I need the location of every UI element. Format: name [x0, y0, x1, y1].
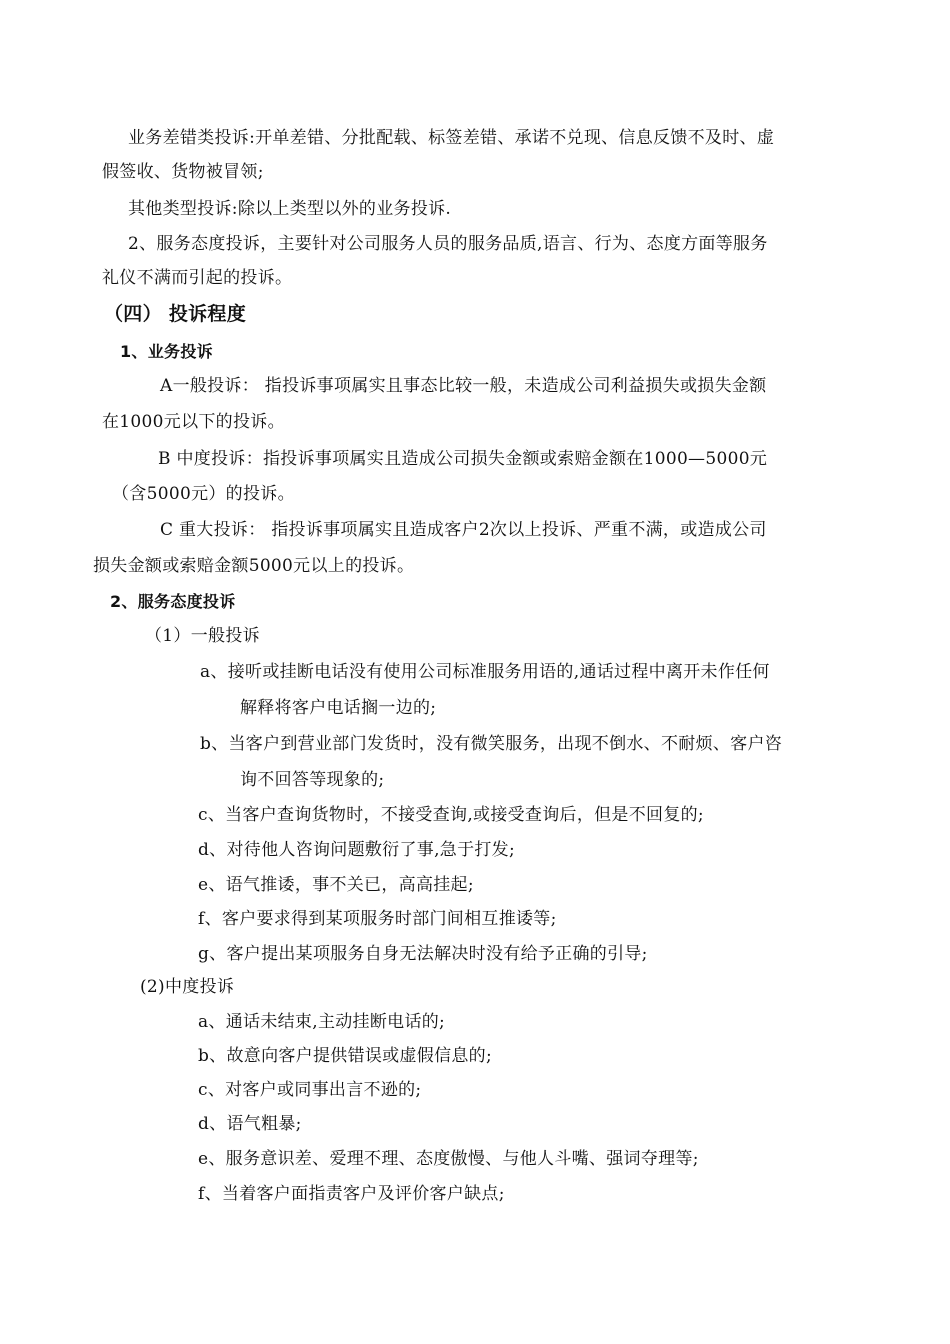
- list-item-general-d: d、对待他人咨询问题敷衍了事,急于打发;: [198, 840, 516, 860]
- list-item-medium-f: f、当着客户面指责客户及评价客户缺点;: [198, 1184, 505, 1204]
- list-item-general-b-line1: b、当客户到营业部门发货时，没有微笑服务，出现不倒水、不耐烦、客户咨: [200, 734, 783, 754]
- subsubheading-medium-complaint: (2)中度投诉: [140, 977, 235, 997]
- subsubheading-general-complaint: （1）一般投诉: [145, 626, 260, 646]
- list-item-general-a-line1: a、接听或挂断电话没有使用公司标准服务用语的,通话过程中离开未作任何: [200, 662, 770, 682]
- item-general-complaint-line1: A一般投诉： 指投诉事项属实且事态比较一般，未造成公司利益损失或损失金额: [160, 376, 767, 396]
- item-medium-complaint-line1: B 中度投诉：指投诉事项属实且造成公司损失金额或索赔金额在1000—5000元: [158, 449, 768, 469]
- paragraph-business-error-line2: 假签收、货物被冒领;: [102, 162, 264, 182]
- list-item-medium-a: a、通话未结束,主动挂断电话的;: [198, 1012, 446, 1032]
- item-major-complaint-line1: C 重大投诉： 指投诉事项属实且造成客户2次以上投诉、严重不满，或造成公司: [160, 520, 767, 540]
- item-general-complaint-line2: 在1000元以下的投诉。: [102, 412, 285, 432]
- subheading-business-complaint: 1、业务投诉: [120, 342, 213, 361]
- paragraph-other-types: 其他类型投诉:除以上类型以外的业务投诉.: [128, 199, 452, 219]
- list-item-general-f: f、客户要求得到某项服务时部门间相互推诿等;: [198, 909, 557, 929]
- item-major-complaint-line2: 损失金额或索赔金额5000元以上的投诉。: [93, 556, 415, 576]
- paragraph-service-attitude-line1: 2、服务态度投诉，主要针对公司服务人员的服务品质,语言、行为、态度方面等服务: [128, 234, 768, 254]
- list-item-medium-e: e、服务意识差、爱理不理、态度傲慢、与他人斗嘴、强词夺理等;: [198, 1149, 699, 1169]
- item-medium-complaint-line2: （含5000元）的投诉。: [112, 484, 295, 504]
- list-item-medium-d: d、语气粗暴;: [198, 1114, 302, 1134]
- paragraph-service-attitude-line2: 礼仪不满而引起的投诉。: [102, 268, 293, 288]
- list-item-medium-b: b、故意向客户提供错误或虚假信息的;: [198, 1046, 493, 1066]
- list-item-general-c: c、当客户查询货物时，不接受查询,或接受查询后，但是不回复的;: [198, 805, 704, 825]
- subheading-service-attitude-complaint: 2、服务态度投诉: [110, 592, 236, 611]
- list-item-medium-c: c、对客户或同事出言不逊的;: [198, 1080, 422, 1100]
- list-item-general-g: g、客户提出某项服务自身无法解决时没有给予正确的引导;: [198, 944, 648, 964]
- section-heading-complaint-level: （四） 投诉程度: [104, 303, 247, 325]
- list-item-general-a-line2: 解释将客户电话搁一边的;: [240, 698, 437, 718]
- list-item-general-e: e、语气推诿，事不关已，高高挂起;: [198, 875, 474, 895]
- paragraph-business-error-line1: 业务差错类投诉:开单差错、分批配载、标签差错、承诺不兑现、信息反馈不及时、虚: [128, 128, 775, 148]
- list-item-general-b-line2: 询不回答等现象的;: [240, 770, 385, 790]
